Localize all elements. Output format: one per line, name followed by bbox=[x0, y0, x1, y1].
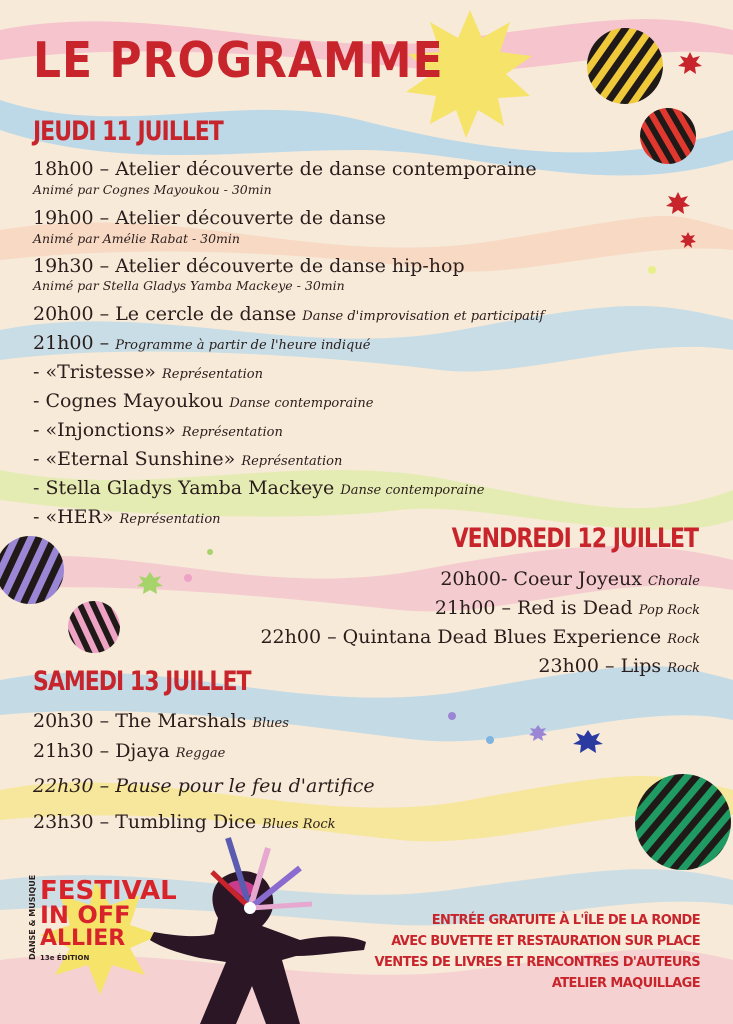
item-text: Djaya bbox=[115, 740, 170, 762]
samedi-item-4: 23h30 – Tumbling Dice Blues Rock bbox=[33, 811, 336, 833]
item-time: 20h00 bbox=[440, 568, 501, 590]
jeudi-item-3-credit: Animé par Stella Gladys Yamba Mackeye - 30min bbox=[33, 278, 345, 293]
lineup-desc: Représentation bbox=[241, 454, 343, 469]
lineup-name: «Tristesse» bbox=[45, 361, 156, 383]
lineup-item: - Cognes Mayoukou Danse contemporaine bbox=[33, 390, 374, 412]
info-line-3: VENTES DE LIVRES ET RENCONTRES D'AUTEURS bbox=[374, 955, 700, 970]
vendredi-item-4: 23h00 – Lips Rock bbox=[538, 655, 700, 677]
lineup-name: Cognes Mayoukou bbox=[45, 390, 224, 412]
item-text: Pause pour le feu d'artifice bbox=[115, 775, 375, 797]
festival-line-3: ALLIER bbox=[40, 926, 126, 951]
festival-line-1: FESTIVAL bbox=[40, 876, 177, 906]
item-time: 23h00 bbox=[538, 655, 599, 677]
item-text: Lips bbox=[620, 655, 662, 677]
lineup-item: - «Tristesse» Représentation bbox=[33, 361, 263, 383]
item-text: Atelier découverte de danse hip-hop bbox=[115, 255, 465, 277]
day-heading-vendredi: VENDREDI 12 JUILLET bbox=[451, 524, 698, 554]
item-time: 23h30 bbox=[33, 811, 94, 833]
item-time: 20h00 bbox=[33, 303, 94, 325]
lineup-item: - «Eternal Sunshine» Représentation bbox=[33, 448, 343, 470]
item-desc: Chorale bbox=[648, 574, 700, 589]
vendredi-item-2: 21h00 – Red is Dead Pop Rock bbox=[434, 597, 700, 619]
lineup-name: «Eternal Sunshine» bbox=[45, 448, 236, 470]
jeudi-item-5: 21h00 – Programme à partir de l'heure indiqué bbox=[33, 332, 371, 354]
item-text: Atelier découverte de danse contemporaine bbox=[115, 158, 537, 180]
item-desc: Rock bbox=[667, 661, 700, 676]
samedi-item-1: 20h30 – The Marshals Blues bbox=[33, 710, 289, 732]
vendredi-item-3: 22h00 – Quintana Dead Blues Experience Rock bbox=[260, 626, 700, 648]
item-desc: Programme à partir de l'heure indiqué bbox=[115, 338, 371, 353]
lineup-desc: Danse contemporaine bbox=[340, 483, 485, 498]
item-desc: Pop Rock bbox=[638, 603, 700, 618]
item-time: 22h00 bbox=[260, 626, 322, 648]
lineup-name: «HER» bbox=[45, 506, 114, 528]
lineup-desc: Représentation bbox=[181, 425, 283, 440]
item-time: 21h00 bbox=[434, 597, 496, 619]
samedi-item-3: 22h30 – Pause pour le feu d'artifice bbox=[33, 775, 375, 797]
item-time: 22h30 bbox=[33, 775, 94, 797]
item-desc: Reggae bbox=[175, 746, 226, 761]
page-title: LE PROGRAMME bbox=[33, 32, 444, 90]
info-line-2: AVEC BUVETTE ET RESTAURATION SUR PLACE bbox=[391, 934, 700, 949]
item-time: 19h00 bbox=[33, 207, 94, 229]
lineup-item: - «HER» Représentation bbox=[33, 506, 221, 528]
lineup-name: Stella Gladys Yamba Mackeye bbox=[45, 477, 335, 499]
lineup-item: - Stella Gladys Yamba Mackeye Danse contemporaine bbox=[33, 477, 485, 499]
jeudi-item-2: 19h00 – Atelier découverte de danse bbox=[33, 207, 386, 229]
jeudi-item-2-credit: Animé par Amélie Rabat - 30min bbox=[33, 231, 240, 246]
lineup-desc: Danse contemporaine bbox=[229, 396, 374, 411]
item-desc: Blues bbox=[252, 716, 289, 731]
day-heading-samedi: SAMEDI 13 JUILLET bbox=[33, 667, 251, 697]
festival-edition: 13e ÉDITION bbox=[40, 954, 90, 962]
samedi-item-2: 21h30 – Djaya Reggae bbox=[33, 740, 226, 762]
day-heading-jeudi: JEUDI 11 JUILLET bbox=[33, 117, 223, 147]
item-text: Le cercle de danse bbox=[115, 303, 297, 325]
lineup-desc: Représentation bbox=[161, 367, 263, 382]
festival-side-label: DANSE & MUSIQUE bbox=[28, 874, 37, 960]
info-line-4: ATELIER MAQUILLAGE bbox=[551, 976, 700, 991]
vendredi-item-1: 20h00- Coeur Joyeux Chorale bbox=[440, 568, 700, 590]
item-time: 19h30 bbox=[33, 255, 94, 277]
item-desc: Danse d'improvisation et participatif bbox=[302, 309, 545, 324]
jeudi-item-3: 19h30 – Atelier découverte de danse hip-hop bbox=[33, 255, 465, 277]
item-time: 20h30 bbox=[33, 710, 94, 732]
info-line-1: ENTRÉE GRATUITE À L'ÎLE DE LA RONDE bbox=[431, 913, 700, 928]
lineup-item: - «Injonctions» Représentation bbox=[33, 419, 283, 441]
festival-logo bbox=[28, 874, 38, 960]
jeudi-item-4: 20h00 – Le cercle de danse Danse d'improvisation et participatif bbox=[33, 303, 545, 325]
item-text: Coeur Joyeux bbox=[513, 568, 642, 590]
item-text: Atelier découverte de danse bbox=[115, 207, 386, 229]
item-time: 18h00 bbox=[33, 158, 94, 180]
lineup-name: «Injonctions» bbox=[45, 419, 176, 441]
item-text: Tumbling Dice bbox=[115, 811, 257, 833]
item-text: The Marshals bbox=[115, 710, 247, 732]
jeudi-item-1: 18h00 – Atelier découverte de danse contemporaine bbox=[33, 158, 537, 180]
item-desc: Blues Rock bbox=[262, 817, 336, 832]
item-desc: Rock bbox=[667, 632, 700, 647]
item-time: 21h00 bbox=[33, 332, 94, 354]
jeudi-item-1-credit: Animé par Cognes Mayoukou - 30min bbox=[33, 182, 272, 197]
item-text: Red is Dead bbox=[517, 597, 633, 619]
item-time: 21h30 bbox=[33, 740, 94, 762]
festival-line-2: IN OFF bbox=[40, 901, 131, 929]
item-text: Quintana Dead Blues Experience bbox=[342, 626, 662, 648]
lineup-desc: Représentation bbox=[119, 512, 221, 527]
